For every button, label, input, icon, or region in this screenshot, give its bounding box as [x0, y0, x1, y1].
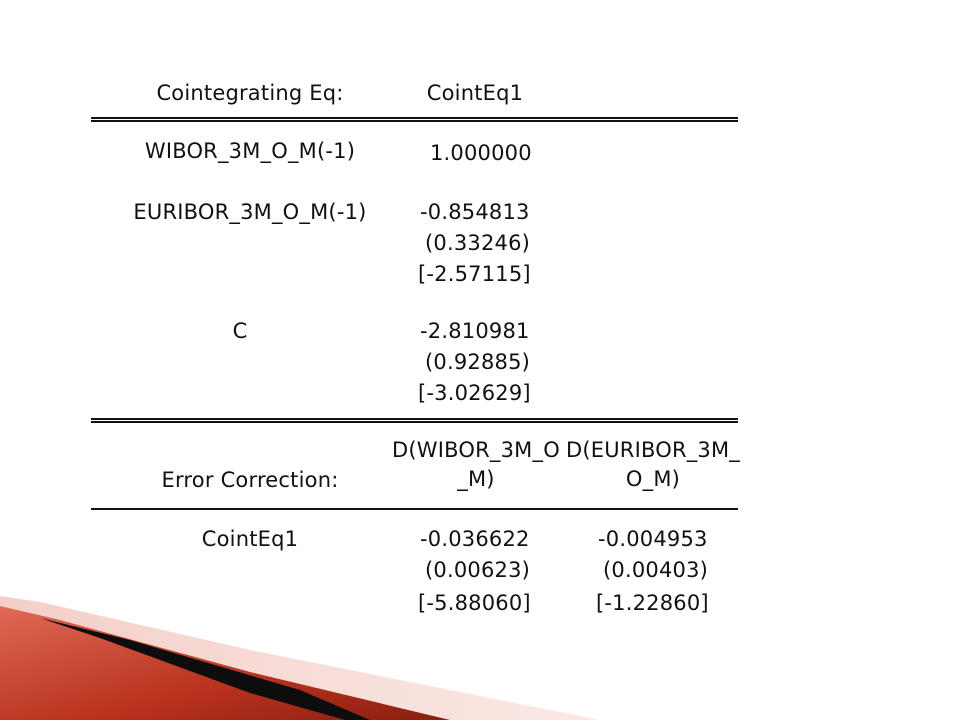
row-label-euribor: EURIBOR_3M_O_M(-1) [133, 200, 367, 224]
ec-col2-se: (0.00403) [603, 558, 709, 582]
ec-col1-se: (0.00623) [425, 558, 531, 582]
column-header-d-euribor-line2: O_M) [625, 467, 681, 491]
ec-header-rule [91, 508, 738, 510]
column-header-d-euribor-line1: D(EURIBOR_3M_ [565, 438, 741, 462]
column-header-d-wibor-line2: _M) [457, 467, 495, 491]
se-euribor: (0.33246) [425, 231, 531, 255]
row-label-constant: C [232, 319, 248, 343]
value-wibor: 1.000000 [430, 141, 532, 165]
tstat-euribor: [-2.57115] [418, 262, 531, 286]
column-header-d-wibor-line1: D(WIBOR_3M_O [392, 438, 560, 462]
header-double-rule [91, 117, 738, 122]
section-double-rule [91, 418, 738, 423]
ec-col2-value: -0.004953 [598, 527, 708, 551]
ec-col1-value: -0.036622 [420, 527, 530, 551]
row-label-wibor: WIBOR_3M_O_M(-1) [144, 139, 356, 163]
se-constant: (0.92885) [425, 350, 531, 374]
row-label-cointeq1: CointEq1 [201, 527, 299, 551]
cointegrating-eq-label: Cointegrating Eq: [156, 81, 344, 105]
value-constant: -2.810981 [420, 319, 530, 343]
error-correction-label: Error Correction: [161, 468, 339, 492]
ec-col1-tstat: [-5.88060] [418, 591, 531, 615]
column-header-cointeq1: CointEq1 [426, 81, 524, 105]
tstat-constant: [-3.02629] [418, 381, 531, 405]
value-euribor: -0.854813 [420, 200, 530, 224]
ec-col2-tstat: [-1.22860] [596, 591, 709, 615]
